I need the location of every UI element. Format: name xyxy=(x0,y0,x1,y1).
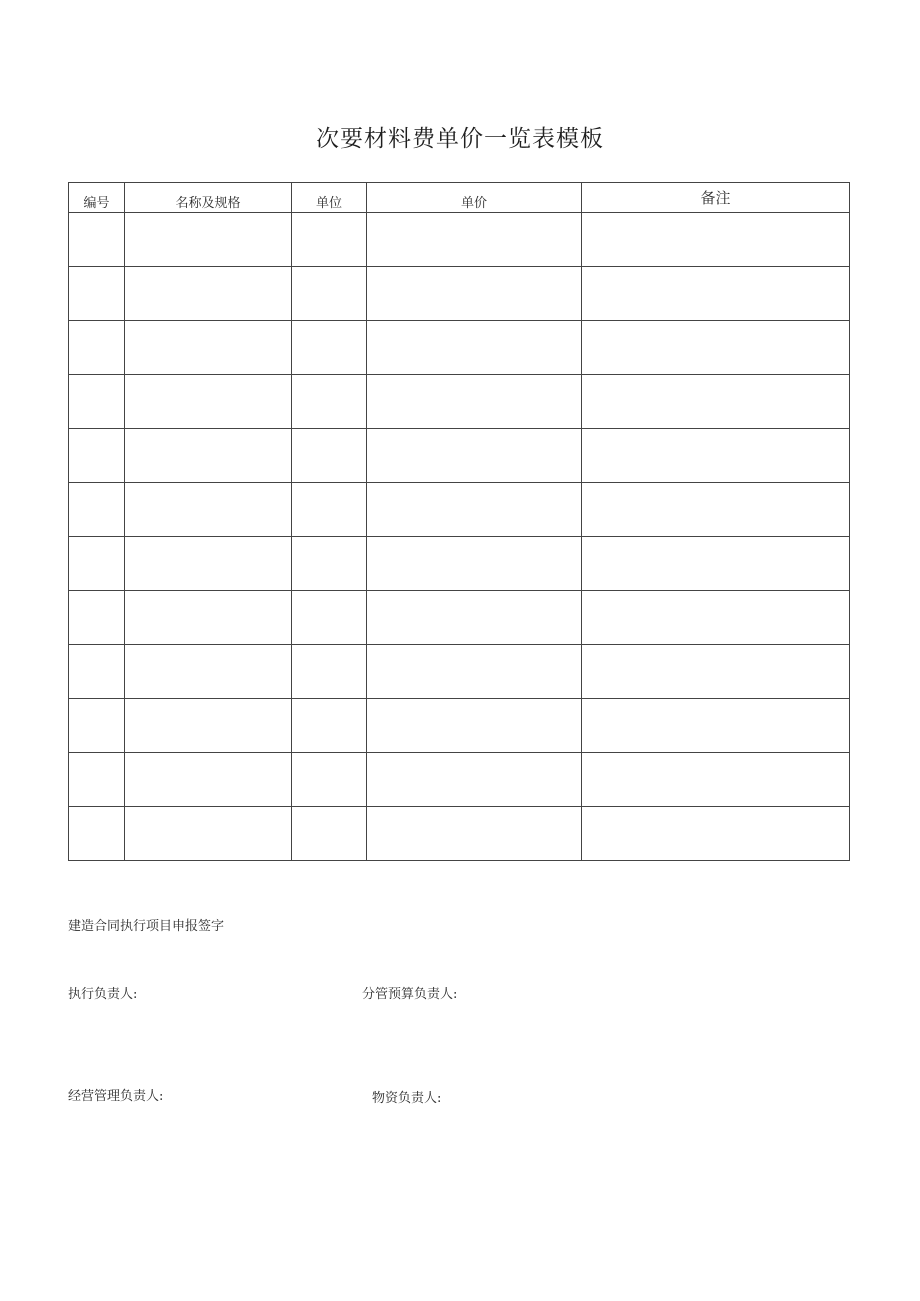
cell-remarks[interactable] xyxy=(582,213,850,267)
cell-name-spec[interactable] xyxy=(125,213,292,267)
cell-number[interactable] xyxy=(69,267,125,321)
budget-lead-signature-label: 分管预算负责人: xyxy=(362,987,458,1002)
cell-name-spec[interactable] xyxy=(125,375,292,429)
table-row xyxy=(69,483,850,537)
cell-unit[interactable] xyxy=(292,699,367,753)
cell-number[interactable] xyxy=(69,753,125,807)
cell-unit[interactable] xyxy=(292,645,367,699)
cell-remarks[interactable] xyxy=(582,699,850,753)
header-number: 编号 xyxy=(69,183,125,213)
materials-lead-signature-label: 物资负责人: xyxy=(372,1091,442,1106)
cell-number[interactable] xyxy=(69,483,125,537)
cell-unit[interactable] xyxy=(292,267,367,321)
cell-unit-price[interactable] xyxy=(367,537,582,591)
cell-remarks[interactable] xyxy=(582,267,850,321)
cell-unit[interactable] xyxy=(292,753,367,807)
cell-name-spec[interactable] xyxy=(125,537,292,591)
cell-unit-price[interactable] xyxy=(367,321,582,375)
cell-unit-price[interactable] xyxy=(367,591,582,645)
cell-unit[interactable] xyxy=(292,591,367,645)
cell-unit[interactable] xyxy=(292,321,367,375)
cell-name-spec[interactable] xyxy=(125,807,292,861)
cell-name-spec[interactable] xyxy=(125,429,292,483)
cell-number[interactable] xyxy=(69,591,125,645)
cell-remarks[interactable] xyxy=(582,753,850,807)
table-row xyxy=(69,267,850,321)
cell-name-spec[interactable] xyxy=(125,699,292,753)
material-price-table xyxy=(68,182,850,861)
table-row xyxy=(69,429,850,483)
cell-unit-price[interactable] xyxy=(367,699,582,753)
sign-section-label: 建造合同执行项目申报签字 xyxy=(68,919,225,934)
cell-name-spec[interactable] xyxy=(125,483,292,537)
cell-remarks[interactable] xyxy=(582,807,850,861)
ops-lead-signature-label: 经营管理负责人: xyxy=(68,1089,164,1104)
table-row xyxy=(69,591,850,645)
header-unit: 单位 xyxy=(292,183,367,213)
cell-number[interactable] xyxy=(69,699,125,753)
cell-unit-price[interactable] xyxy=(367,807,582,861)
cell-remarks[interactable] xyxy=(582,375,850,429)
cell-name-spec[interactable] xyxy=(125,645,292,699)
cell-name-spec[interactable] xyxy=(125,321,292,375)
table-row xyxy=(69,537,850,591)
header-remarks: 备注 xyxy=(582,183,850,213)
table-body xyxy=(69,213,850,861)
table-row xyxy=(69,699,850,753)
cell-remarks[interactable] xyxy=(582,321,850,375)
cell-remarks[interactable] xyxy=(582,591,850,645)
cell-name-spec[interactable] xyxy=(125,591,292,645)
cell-remarks[interactable] xyxy=(582,483,850,537)
cell-unit[interactable] xyxy=(292,375,367,429)
cell-unit-price[interactable] xyxy=(367,213,582,267)
cell-unit[interactable] xyxy=(292,537,367,591)
table-row xyxy=(69,321,850,375)
document-title: 次要材料费单价一览表模板 xyxy=(316,126,604,152)
cell-remarks[interactable] xyxy=(582,429,850,483)
cell-unit-price[interactable] xyxy=(367,483,582,537)
cell-name-spec[interactable] xyxy=(125,267,292,321)
cell-number[interactable] xyxy=(69,213,125,267)
cell-name-spec[interactable] xyxy=(125,753,292,807)
table-row xyxy=(69,807,850,861)
cell-unit-price[interactable] xyxy=(367,645,582,699)
cell-remarks[interactable] xyxy=(582,537,850,591)
table-row xyxy=(69,375,850,429)
cell-number[interactable] xyxy=(69,807,125,861)
header-unit-price: 单价 xyxy=(367,183,582,213)
cell-number[interactable] xyxy=(69,375,125,429)
cell-number[interactable] xyxy=(69,537,125,591)
cell-unit[interactable] xyxy=(292,213,367,267)
table-row xyxy=(69,213,850,267)
cell-remarks[interactable] xyxy=(582,645,850,699)
cell-unit-price[interactable] xyxy=(367,267,582,321)
cell-number[interactable] xyxy=(69,645,125,699)
table-row xyxy=(69,645,850,699)
cell-unit[interactable] xyxy=(292,807,367,861)
header-name-spec: 名称及规格 xyxy=(125,183,292,213)
exec-lead-signature-label: 执行负责人: xyxy=(68,987,138,1002)
cell-unit[interactable] xyxy=(292,483,367,537)
cell-unit-price[interactable] xyxy=(367,429,582,483)
cell-unit-price[interactable] xyxy=(367,753,582,807)
cell-unit-price[interactable] xyxy=(367,375,582,429)
cell-number[interactable] xyxy=(69,321,125,375)
cell-number[interactable] xyxy=(69,429,125,483)
table-header-row xyxy=(69,183,850,213)
cell-unit[interactable] xyxy=(292,429,367,483)
table-row xyxy=(69,753,850,807)
